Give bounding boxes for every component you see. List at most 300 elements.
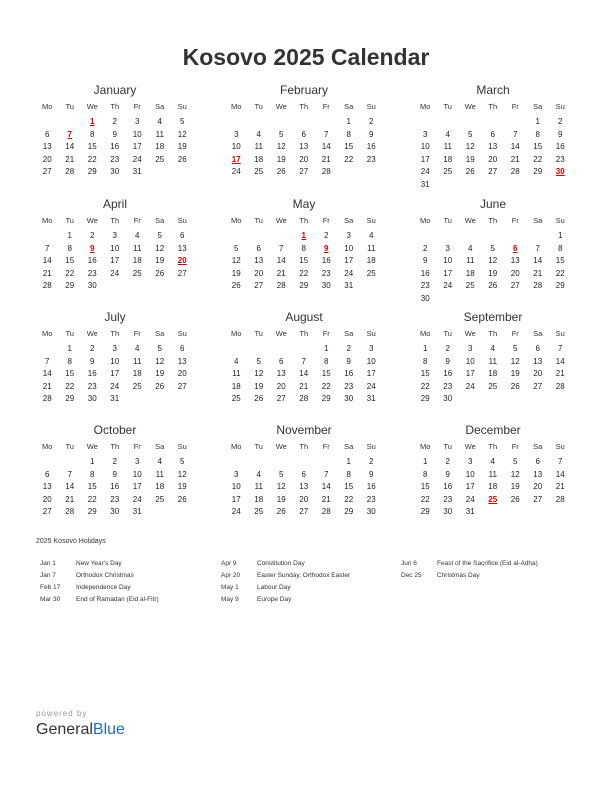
weekday-header bbox=[414, 328, 572, 340]
day-cell: 23 bbox=[110, 494, 120, 504]
day-cell: 24 bbox=[344, 268, 354, 278]
day-cell: 10 bbox=[110, 356, 120, 366]
weekday-label: Fr bbox=[133, 329, 141, 338]
day-cell: 21 bbox=[42, 381, 52, 391]
day-cell: 2 bbox=[558, 117, 563, 126]
day-grid bbox=[225, 230, 383, 293]
day-cell: 15 bbox=[344, 482, 354, 491]
day-cell: 18 bbox=[366, 256, 376, 265]
day-cell: 30 bbox=[87, 281, 97, 290]
day-cell: 12 bbox=[276, 482, 286, 491]
day-cell: 19 bbox=[465, 154, 475, 164]
day-cell: 22 bbox=[299, 268, 309, 278]
holiday-item bbox=[221, 582, 350, 594]
day-cell: 20 bbox=[177, 369, 187, 378]
empty-day-cell bbox=[527, 230, 550, 243]
holiday-column bbox=[40, 558, 159, 606]
weekday-header bbox=[225, 101, 383, 113]
weekday-label: We bbox=[275, 329, 287, 338]
month-april bbox=[36, 196, 194, 293]
weekday-header bbox=[414, 441, 572, 453]
empty-day-cell bbox=[437, 116, 460, 129]
holiday-date: Apr 9 bbox=[221, 560, 237, 567]
weekday-label: Sa bbox=[155, 216, 165, 225]
day-cell: 26 bbox=[231, 281, 241, 290]
day-cell: 24 bbox=[465, 381, 475, 391]
day-cell: 14 bbox=[321, 482, 331, 491]
holiday-name: New Year's Day bbox=[76, 560, 122, 567]
weekday-label: Sa bbox=[533, 442, 543, 451]
empty-day-cell bbox=[504, 116, 527, 129]
weekday-label: Tu bbox=[254, 442, 263, 451]
day-cell: 21 bbox=[276, 268, 286, 278]
day-cell: 2 bbox=[90, 344, 95, 353]
day-cell: 11 bbox=[133, 356, 142, 366]
day-cell: 12 bbox=[276, 142, 286, 151]
weekday-label: Mo bbox=[231, 329, 242, 338]
day-cell: 23 bbox=[443, 381, 453, 391]
day-cell: 17 bbox=[344, 256, 354, 265]
holiday-date: Mar 30 bbox=[40, 596, 61, 603]
day-cell: 17 bbox=[110, 256, 120, 265]
holiday-name: Europe Day bbox=[257, 596, 292, 603]
day-grid bbox=[225, 343, 383, 406]
day-cell: 5 bbox=[490, 243, 495, 253]
holiday-item bbox=[221, 558, 350, 570]
day-cell: 14 bbox=[65, 482, 75, 491]
day-cell: 14 bbox=[510, 142, 520, 151]
day-cell: 28 bbox=[42, 281, 52, 290]
month-may bbox=[225, 196, 383, 293]
day-cell: 16 bbox=[110, 482, 120, 491]
day-cell: 22 bbox=[321, 381, 331, 391]
weekday-label: Tu bbox=[443, 216, 452, 225]
day-cell: 5 bbox=[256, 356, 261, 366]
holiday-date: Dec 25 bbox=[401, 572, 422, 579]
weekday-label: Th bbox=[110, 442, 120, 451]
day-cell: 4 bbox=[256, 469, 261, 479]
month-july bbox=[36, 309, 194, 406]
weekday-label: Tu bbox=[443, 102, 452, 111]
day-cell: 25 bbox=[254, 507, 264, 516]
day-cell: 19 bbox=[155, 256, 165, 265]
day-cell: 16 bbox=[344, 369, 354, 378]
day-cell: 26 bbox=[465, 167, 475, 176]
holiday-item bbox=[40, 594, 159, 606]
day-cell: 1 bbox=[90, 457, 95, 466]
day-cell: 1 bbox=[67, 231, 72, 240]
month-name: February bbox=[279, 83, 329, 97]
day-cell: 5 bbox=[279, 129, 284, 139]
day-cell: 19 bbox=[177, 482, 187, 491]
day-cell: 27 bbox=[299, 507, 309, 516]
day-cell: 2 bbox=[369, 457, 374, 466]
day-cell: 4 bbox=[157, 117, 162, 126]
day-cell: 10 bbox=[344, 243, 354, 253]
holiday-day-cell: 1 bbox=[90, 117, 95, 126]
day-cell: 6 bbox=[45, 129, 50, 139]
month-october bbox=[36, 422, 194, 519]
weekday-label: Fr bbox=[322, 329, 330, 338]
day-cell: 25 bbox=[155, 154, 165, 164]
day-cell: 17 bbox=[465, 482, 475, 491]
weekday-label: Sa bbox=[155, 442, 165, 451]
day-cell: 3 bbox=[234, 469, 239, 479]
day-cell: 7 bbox=[324, 469, 329, 479]
holiday-date: Feb 17 bbox=[40, 584, 61, 591]
day-cell: 11 bbox=[443, 142, 452, 151]
day-cell: 14 bbox=[555, 469, 565, 479]
empty-day-cell bbox=[270, 116, 293, 129]
day-cell: 6 bbox=[535, 344, 540, 353]
month-name: January bbox=[93, 83, 137, 97]
weekday-label: Sa bbox=[533, 102, 543, 111]
weekday-header bbox=[36, 101, 194, 113]
day-cell: 4 bbox=[135, 231, 140, 240]
day-cell: 29 bbox=[420, 507, 430, 516]
day-cell: 16 bbox=[555, 142, 565, 151]
day-cell: 22 bbox=[344, 494, 354, 504]
weekday-label: We bbox=[275, 216, 287, 225]
day-cell: 8 bbox=[67, 243, 72, 253]
month-november bbox=[225, 422, 383, 519]
day-cell: 13 bbox=[299, 482, 309, 491]
day-cell: 18 bbox=[231, 381, 241, 391]
day-cell: 24 bbox=[231, 507, 241, 516]
month-name: July bbox=[104, 310, 126, 324]
weekday-label: Tu bbox=[65, 329, 74, 338]
day-cell: 16 bbox=[87, 369, 97, 378]
day-cell: 18 bbox=[132, 256, 142, 265]
month-name: June bbox=[479, 197, 507, 211]
day-cell: 1 bbox=[324, 344, 329, 353]
day-cell: 14 bbox=[276, 256, 286, 265]
weekday-label: Fr bbox=[511, 216, 519, 225]
weekday-label: Fr bbox=[322, 216, 330, 225]
holiday-item bbox=[40, 558, 159, 570]
weekday-label: Sa bbox=[155, 329, 165, 338]
holiday-item bbox=[401, 558, 538, 570]
day-cell: 24 bbox=[231, 167, 241, 176]
weekday-label: Tu bbox=[443, 442, 452, 451]
empty-day-cell bbox=[225, 456, 248, 469]
day-cell: 10 bbox=[366, 356, 376, 366]
weekday-label: Mo bbox=[231, 442, 242, 451]
day-cell: 5 bbox=[180, 457, 185, 466]
day-cell: 1 bbox=[535, 117, 540, 126]
day-cell: 2 bbox=[346, 344, 351, 353]
day-cell: 24 bbox=[110, 381, 120, 391]
day-cell: 23 bbox=[87, 381, 97, 391]
month-september bbox=[414, 309, 572, 406]
weekday-label: We bbox=[275, 442, 287, 451]
day-cell: 23 bbox=[366, 154, 376, 164]
day-cell: 27 bbox=[533, 381, 543, 391]
month-march bbox=[414, 82, 572, 191]
day-cell: 18 bbox=[488, 369, 498, 378]
day-cell: 23 bbox=[110, 154, 120, 164]
day-cell: 7 bbox=[535, 243, 540, 253]
day-cell: 23 bbox=[321, 268, 331, 278]
empty-day-cell bbox=[36, 343, 59, 356]
day-cell: 21 bbox=[321, 154, 331, 164]
day-cell: 5 bbox=[157, 231, 162, 240]
day-cell: 8 bbox=[324, 356, 329, 366]
day-cell: 16 bbox=[443, 369, 453, 378]
day-cell: 10 bbox=[231, 482, 241, 491]
day-cell: 27 bbox=[299, 167, 309, 176]
day-cell: 23 bbox=[87, 268, 97, 278]
day-cell: 10 bbox=[443, 256, 453, 265]
weekday-label: We bbox=[464, 329, 476, 338]
day-cell: 29 bbox=[65, 281, 75, 290]
weekday-label: Tu bbox=[65, 216, 74, 225]
day-cell: 11 bbox=[367, 243, 376, 253]
weekday-header bbox=[414, 215, 572, 227]
weekday-label: We bbox=[86, 442, 98, 451]
weekday-label: Su bbox=[177, 329, 187, 338]
weekday-header bbox=[36, 441, 194, 453]
weekday-label: Mo bbox=[42, 102, 53, 111]
weekday-label: Sa bbox=[533, 216, 543, 225]
day-cell: 14 bbox=[299, 369, 309, 378]
day-cell: 21 bbox=[299, 381, 309, 391]
day-cell: 24 bbox=[420, 167, 430, 176]
weekday-label: Su bbox=[555, 102, 565, 111]
month-june bbox=[414, 196, 572, 305]
day-cell: 10 bbox=[110, 243, 120, 253]
day-cell: 13 bbox=[42, 142, 52, 151]
holiday-name: End of Ramadan (Eid al-Fitr) bbox=[76, 596, 159, 603]
weekday-label: Mo bbox=[420, 329, 431, 338]
day-grid bbox=[225, 456, 383, 519]
day-cell: 16 bbox=[87, 256, 97, 265]
day-cell: 23 bbox=[443, 494, 453, 504]
day-cell: 5 bbox=[180, 117, 185, 126]
day-cell: 21 bbox=[510, 154, 520, 164]
day-cell: 13 bbox=[42, 482, 52, 491]
holiday-date: Jun 6 bbox=[401, 560, 417, 567]
day-cell: 3 bbox=[468, 457, 473, 466]
day-cell: 12 bbox=[155, 243, 165, 253]
day-cell: 23 bbox=[344, 381, 354, 391]
day-cell: 19 bbox=[488, 268, 498, 278]
day-cell: 5 bbox=[513, 457, 518, 466]
day-cell: 30 bbox=[366, 507, 376, 516]
day-cell: 18 bbox=[488, 482, 498, 491]
day-cell: 16 bbox=[420, 268, 430, 278]
holiday-item bbox=[221, 570, 350, 582]
day-cell: 5 bbox=[157, 344, 162, 353]
empty-day-cell bbox=[315, 116, 338, 129]
day-cell: 30 bbox=[420, 293, 430, 303]
day-cell: 29 bbox=[299, 281, 309, 290]
day-cell: 30 bbox=[87, 394, 97, 403]
day-grid bbox=[36, 230, 194, 293]
day-cell: 26 bbox=[254, 394, 264, 403]
day-cell: 11 bbox=[133, 243, 142, 253]
day-cell: 27 bbox=[254, 281, 264, 290]
empty-day-cell bbox=[482, 116, 505, 129]
day-cell: 26 bbox=[510, 381, 520, 391]
weekday-label: We bbox=[86, 102, 98, 111]
weekday-label: Su bbox=[177, 102, 187, 111]
day-cell: 20 bbox=[533, 482, 543, 491]
holiday-column bbox=[401, 558, 538, 582]
empty-day-cell bbox=[225, 116, 248, 129]
day-cell: 28 bbox=[510, 167, 520, 176]
day-cell: 8 bbox=[67, 356, 72, 366]
day-cell: 9 bbox=[369, 129, 374, 139]
day-cell: 26 bbox=[177, 494, 187, 504]
day-cell: 21 bbox=[65, 494, 75, 504]
weekday-header bbox=[36, 328, 194, 340]
holiday-day-cell: 9 bbox=[324, 243, 329, 253]
day-cell: 3 bbox=[112, 344, 117, 353]
day-cell: 21 bbox=[555, 482, 565, 491]
weekday-header bbox=[225, 328, 383, 340]
weekday-label: Su bbox=[177, 216, 187, 225]
day-cell: 3 bbox=[369, 344, 374, 353]
day-cell: 25 bbox=[465, 281, 475, 290]
day-cell: 12 bbox=[510, 356, 520, 366]
weekday-label: Fr bbox=[133, 102, 141, 111]
day-cell: 31 bbox=[366, 394, 376, 403]
day-cell: 30 bbox=[110, 167, 120, 176]
empty-day-cell bbox=[459, 116, 482, 129]
day-cell: 3 bbox=[135, 457, 140, 466]
weekday-label: Fr bbox=[511, 102, 519, 111]
day-cell: 12 bbox=[465, 142, 475, 151]
day-cell: 17 bbox=[443, 268, 453, 278]
day-cell: 4 bbox=[490, 457, 495, 466]
weekday-header bbox=[225, 441, 383, 453]
holiday-date: Jan 7 bbox=[40, 572, 56, 579]
day-cell: 21 bbox=[555, 369, 565, 378]
day-cell: 12 bbox=[254, 369, 264, 378]
day-cell: 19 bbox=[510, 482, 520, 491]
day-cell: 16 bbox=[366, 142, 376, 151]
day-cell: 24 bbox=[443, 281, 453, 290]
month-january bbox=[36, 82, 194, 179]
day-cell: 18 bbox=[254, 154, 264, 164]
day-cell: 17 bbox=[366, 369, 376, 378]
holiday-name: Constitution Day bbox=[257, 560, 305, 567]
day-cell: 29 bbox=[65, 394, 75, 403]
day-cell: 28 bbox=[65, 167, 75, 176]
day-cell: 14 bbox=[42, 369, 52, 378]
day-cell: 7 bbox=[45, 243, 50, 253]
day-cell: 16 bbox=[110, 142, 120, 151]
day-cell: 12 bbox=[488, 256, 498, 265]
day-cell: 11 bbox=[155, 469, 164, 479]
day-cell: 4 bbox=[490, 344, 495, 353]
day-cell: 12 bbox=[155, 356, 165, 366]
day-cell: 25 bbox=[132, 268, 142, 278]
day-cell: 26 bbox=[276, 167, 286, 176]
day-cell: 11 bbox=[254, 482, 263, 491]
day-cell: 22 bbox=[65, 381, 75, 391]
day-cell: 29 bbox=[555, 281, 565, 290]
day-cell: 6 bbox=[535, 457, 540, 466]
holiday-date: May 9 bbox=[221, 596, 239, 603]
day-grid bbox=[414, 116, 572, 191]
day-cell: 20 bbox=[533, 369, 543, 378]
day-cell: 12 bbox=[510, 469, 520, 479]
weekday-label: Sa bbox=[155, 102, 165, 111]
day-cell: 13 bbox=[254, 256, 264, 265]
day-grid bbox=[414, 230, 572, 305]
day-cell: 15 bbox=[87, 142, 97, 151]
day-cell: 16 bbox=[366, 482, 376, 491]
day-cell: 9 bbox=[346, 356, 351, 366]
month-february bbox=[225, 82, 383, 179]
empty-day-cell bbox=[59, 456, 82, 469]
day-cell: 3 bbox=[112, 231, 117, 240]
day-cell: 9 bbox=[558, 129, 563, 139]
weekday-label: Fr bbox=[322, 102, 330, 111]
day-cell: 6 bbox=[490, 129, 495, 139]
weekday-header bbox=[36, 215, 194, 227]
day-cell: 20 bbox=[299, 154, 309, 164]
day-cell: 4 bbox=[445, 129, 450, 139]
day-cell: 5 bbox=[513, 344, 518, 353]
day-cell: 31 bbox=[344, 281, 354, 290]
day-cell: 6 bbox=[180, 231, 185, 240]
day-cell: 12 bbox=[231, 256, 241, 265]
day-cell: 15 bbox=[65, 369, 75, 378]
day-cell: 2 bbox=[324, 231, 329, 240]
day-cell: 16 bbox=[321, 256, 331, 265]
brand-logo bbox=[36, 720, 125, 740]
day-grid bbox=[36, 343, 194, 406]
day-cell: 27 bbox=[533, 494, 543, 504]
day-cell: 25 bbox=[254, 167, 264, 176]
weekday-label: Su bbox=[555, 442, 565, 451]
day-cell: 22 bbox=[420, 381, 430, 391]
weekday-label: Th bbox=[488, 102, 498, 111]
day-cell: 19 bbox=[254, 381, 264, 391]
day-cell: 8 bbox=[558, 243, 563, 253]
empty-day-cell bbox=[315, 456, 338, 469]
day-cell: 15 bbox=[321, 369, 331, 378]
day-cell: 4 bbox=[135, 344, 140, 353]
weekday-label: Th bbox=[299, 102, 309, 111]
weekday-label: We bbox=[464, 442, 476, 451]
day-cell: 15 bbox=[533, 142, 543, 151]
weekday-label: Mo bbox=[420, 442, 431, 451]
day-cell: 28 bbox=[65, 507, 75, 516]
day-cell: 13 bbox=[276, 369, 286, 378]
day-cell: 1 bbox=[346, 457, 351, 466]
day-cell: 23 bbox=[420, 281, 430, 290]
day-cell: 20 bbox=[42, 494, 52, 504]
weekday-label: Tu bbox=[254, 102, 263, 111]
day-cell: 25 bbox=[366, 268, 376, 278]
day-cell: 22 bbox=[344, 154, 354, 164]
weekday-label: Th bbox=[299, 442, 309, 451]
day-cell: 31 bbox=[132, 507, 142, 516]
day-cell: 28 bbox=[299, 394, 309, 403]
weekday-label: We bbox=[464, 216, 476, 225]
day-cell: 10 bbox=[132, 129, 142, 139]
day-cell: 4 bbox=[157, 457, 162, 466]
day-cell: 11 bbox=[232, 369, 241, 378]
day-cell: 23 bbox=[555, 154, 565, 164]
day-cell: 11 bbox=[254, 142, 263, 151]
logo-blue-text: Blue bbox=[92, 721, 125, 738]
day-cell: 31 bbox=[110, 394, 120, 403]
